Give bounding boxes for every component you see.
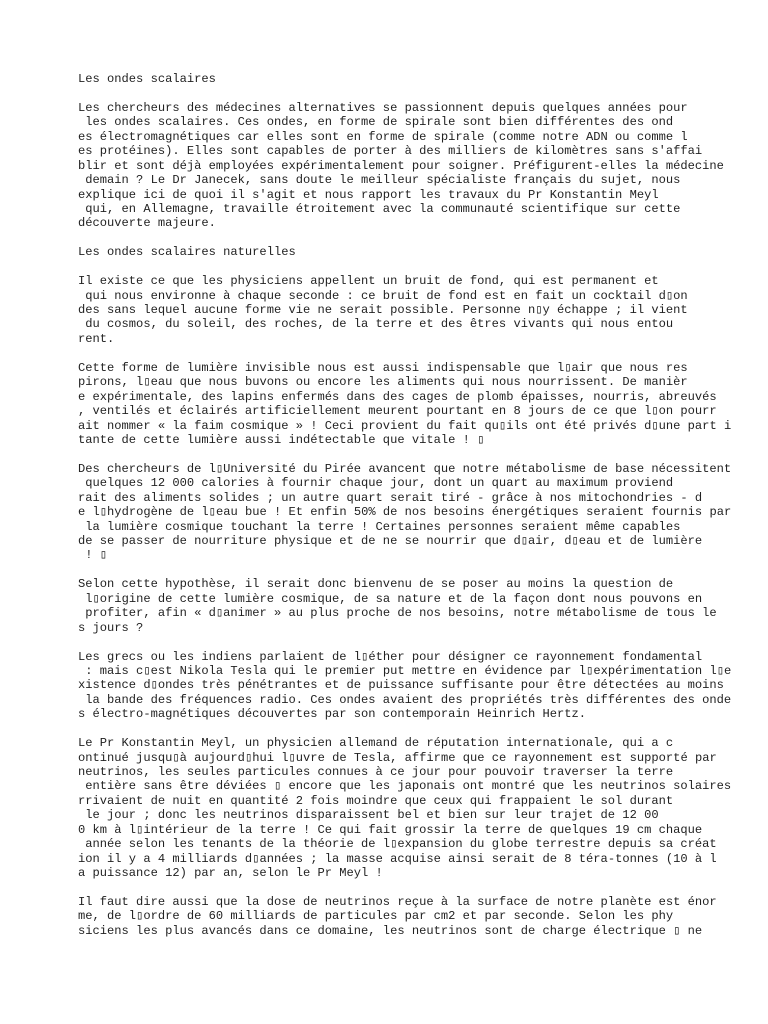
text-line: quelques 12 000 calories à fournir chaque jour, dont un quart au maximum proviend <box>78 476 674 491</box>
text-line: s jours ? <box>78 620 144 635</box>
text-line: tante de cette lumière aussi indétectable que vitale ! ▯ <box>78 432 485 447</box>
text-line: : mais c▯est Nikola Tesla qui le premier put mettre en évidence par l▯expérimentation l▯e <box>78 663 732 678</box>
text-line: rrivaient de nuit en quantité 2 fois moindre que ceux qui frappaient le sol durant <box>78 793 674 808</box>
text-line: entière sans être déviées ▯ encore que les japonais ont montré que les neutrinos solaires <box>78 779 732 794</box>
document-title: Les ondes scalaires <box>78 72 216 86</box>
text-line: du cosmos, du soleil, des roches, de la terre et des êtres vivants qui nous entou <box>78 317 674 332</box>
text-line: Les grecs ou les indiens parlaient de l▯éther pour désigner ce rayonnement fondamental <box>78 649 703 664</box>
document-body <box>78 72 768 938</box>
text-line: rent. <box>78 331 115 346</box>
text-line: es protéines). Elles sont capables de porter à des milliers de kilomètres sans s'affai <box>78 144 703 159</box>
text-line: a puissance 12) par an, selon le Pr Meyl ! <box>78 866 383 881</box>
text-line <box>78 722 768 736</box>
text-line <box>78 635 768 649</box>
text-line: la lumière cosmique touchant la terre ! Certaines personnes seraient même capables <box>78 519 681 534</box>
text-line: 0 km à l▯intérieur de la terre ! Ce qui fait grossir la terre de quelques 19 cm chaque <box>78 822 703 837</box>
text-line <box>78 231 768 245</box>
text-line: neutrinos, les seules particules connues à ce jour pour pouvoir traverser la terre <box>78 765 674 779</box>
text-line: ion il y a 4 milliards d▯années ; la masse acquise ainsi serait de 8 téra-tonnes (10 à l <box>78 851 717 866</box>
text-line: l▯origine de cette lumière cosmique, de sa nature et de la façon dont nous pouvons en <box>78 591 703 606</box>
text-line: , ventilés et éclairés artificiellement meurent pourtant en 8 jours de ce que l▯on pourr <box>78 404 717 419</box>
text-line: e expérimentale, des lapins enfermés dans des cages de plomb épaisses, nourris, abreuvés <box>78 389 717 404</box>
text-line: demain ? Le Dr Janecek, sans doute le meilleur spécialiste français du sujet, nous <box>78 173 681 188</box>
text-line: es électromagnétiques car elles sont en forme de spirale (comme notre ADN ou comme l <box>78 129 688 144</box>
text-line: Des chercheurs de l▯Université du Pirée avancent que notre métabolisme de base nécessitent <box>78 461 732 476</box>
text-line: qui, en Allemagne, travaille étroitement avec la communauté scientifique sur cette <box>78 201 681 216</box>
text-line: Le Pr Konstantin Meyl, un physicien allemand de réputation internationale, qui a c <box>78 736 674 751</box>
text-line: ! ▯ <box>78 548 108 563</box>
text-line: Il existe ce que les physiciens appellent un bruit de fond, qui est permanent et <box>78 274 659 289</box>
text-line: me, de l▯ordre de 60 milliards de particules par cm2 et par seconde. Selon les phy <box>78 909 674 924</box>
text-line: profiter, afin « d▯animer » au plus proche de nos besoins, notre métabolisme de tous le <box>78 606 717 621</box>
text-line: rait des aliments solides ; un autre quart serait tiré - grâce à nos mitochondries - d <box>78 490 703 505</box>
text-line: découverte majeure. <box>78 216 216 231</box>
text-line: Selon cette hypothèse, il serait donc bienvenu de se poser au moins la question de <box>78 577 674 592</box>
text-line <box>78 881 768 895</box>
text-line: e l▯hydrogène de l▯eau bue ! Et enfin 50% de nos besoins énergétiques seraient fournis par <box>78 505 732 520</box>
text-line: pirons, l▯eau que nous buvons ou encore les aliments qui nous nourrissent. De manièr <box>78 375 688 390</box>
text-line <box>78 346 768 360</box>
text-line: de se passer de nourriture physique et de ne se nourrir que d▯air, d▯eau et de lumière <box>78 534 703 548</box>
text-line <box>78 447 768 461</box>
text-line: qui nous environne à chaque seconde : ce bruit de fond est en fait un cocktail d▯on <box>78 288 688 303</box>
text-line: année selon les tenants de la théorie de l▯expansion du globe terrestre depuis sa créat <box>78 837 717 852</box>
text-line <box>78 563 768 577</box>
text-line: ontinué jusqu▯à aujourd▯hui l▯uvre de Tesla, affirme que ce rayonnement est supporté par <box>78 750 717 765</box>
text-line: les ondes scalaires. Ces ondes, en forme de spirale sont bien différentes des ond <box>78 115 674 130</box>
text-line: Les chercheurs des médecines alternatives se passionnent depuis quelques années pour <box>78 100 688 115</box>
text-line: ait nommer « la faim cosmique » ! Ceci provient du fait qu▯ils ont été privés d▯une part i <box>78 418 732 433</box>
text-line: des sans lequel aucune forme vie ne serait possible. Personne n▯y échappe ; il vient <box>78 303 688 317</box>
text-line: Les ondes scalaires naturelles <box>78 245 296 260</box>
text-line: Cette forme de lumière invisible nous est aussi indispensable que l▯air que nous res <box>78 360 688 375</box>
text-line: le jour ; donc les neutrinos disparaissent bel et bien sur leur trajet de 12 00 <box>78 808 659 823</box>
text-line: Il faut dire aussi que la dose de neutrinos reçue à la surface de notre planète est énor <box>78 894 717 909</box>
text-line: s électro-magnétiques découvertes par son contemporain Heinrich Hertz. <box>78 707 587 722</box>
text-line: siciens les plus avancés dans ce domaine, les neutrinos sont de charge électrique ▯ ne <box>78 923 703 938</box>
text-line <box>78 260 768 274</box>
text-line <box>78 86 768 100</box>
text-line: explique ici de quoi il s'agit et nous rapport les travaux du Pr Konstantin Meyl <box>78 187 659 202</box>
text-line: la bande des fréquences radio. Ces ondes avaient des propriétés très différentes des onde <box>78 692 732 707</box>
text-line: xistence d▯ondes très pénétrantes et de puissance suffisante pour être détectées au moins <box>78 678 724 693</box>
text-line: blir et sont déjà employées expérimentalement pour soigner. Préfigurent-elles la médecine <box>78 158 724 173</box>
